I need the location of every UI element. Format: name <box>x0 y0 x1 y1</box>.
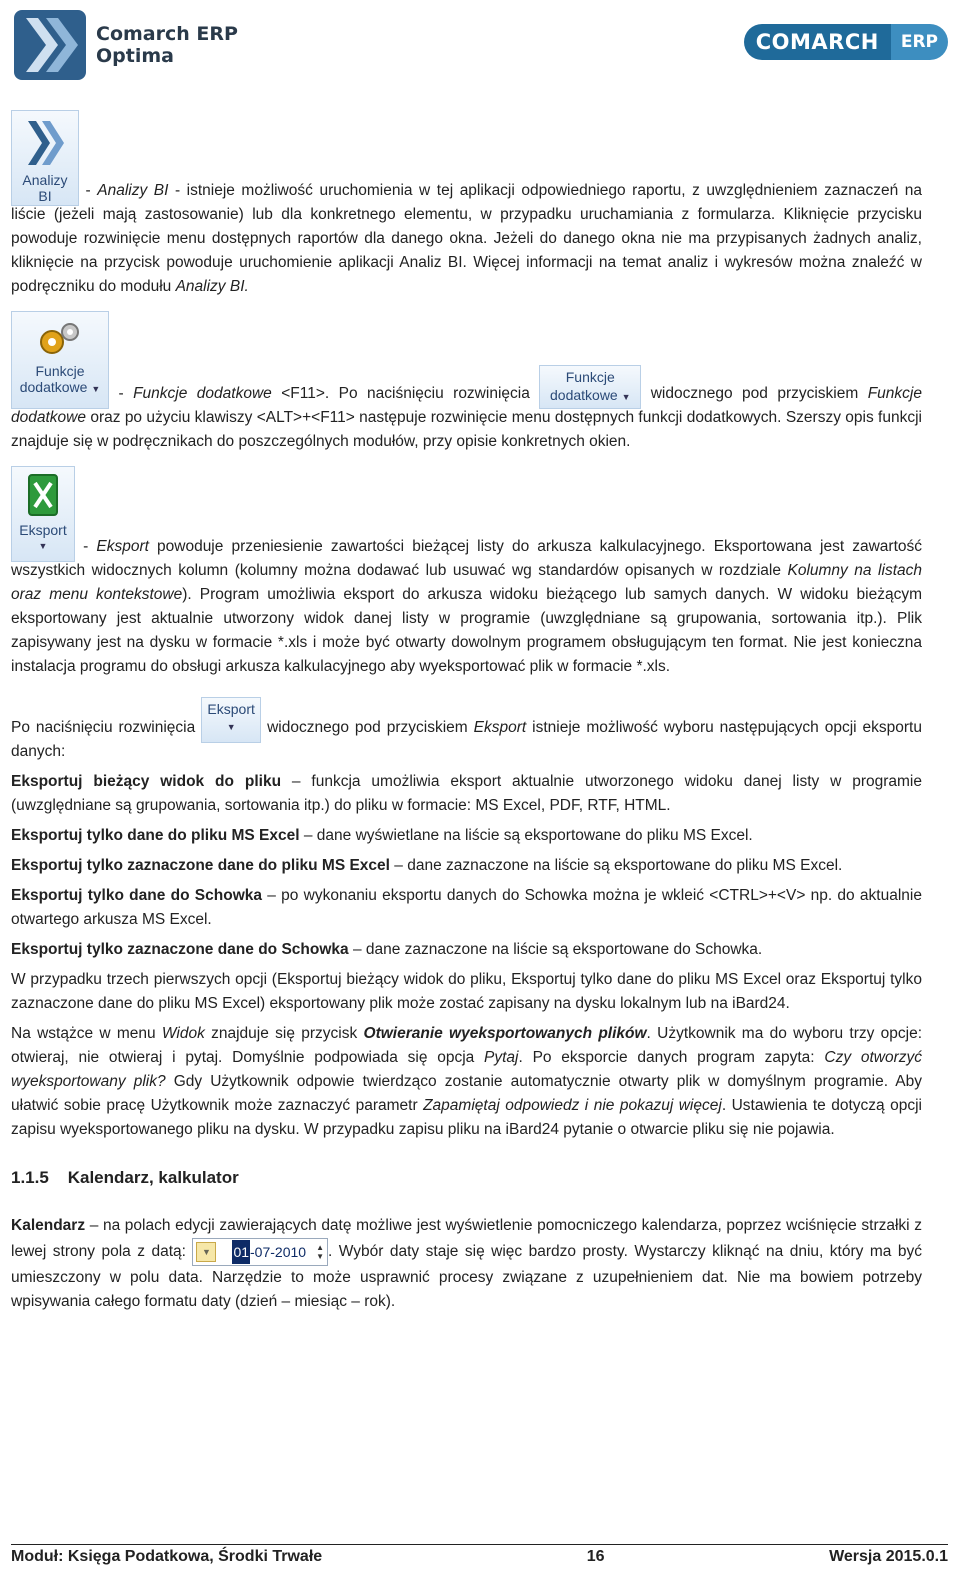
text: – na polach edycji zawierających datę możliwe jest wyświetlenie pomocniczego kalendarza, poprzez wciśnięcie strzałki z lewej strony pola z datą: <box>11 1217 922 1261</box>
text: znajduje się przycisk <box>204 1025 364 1042</box>
section-heading <box>11 1166 922 1190</box>
kalendarz-paragraph <box>11 1214 922 1314</box>
text-italic: Analizy BI. <box>175 278 249 295</box>
text-italic: Funkcje dodatkowe <box>11 385 922 426</box>
option-paragraph <box>11 938 922 962</box>
erp-logo: ERP <box>891 24 948 60</box>
text-italic: Czy otworzyć wyeksportowany plik? <box>11 1049 922 1090</box>
brand-logo <box>14 10 238 80</box>
option-title: Eksportuj tylko dane do Schowka <box>11 887 262 904</box>
footer-page-number: 16 <box>586 1548 605 1565</box>
date-spinner-icon[interactable]: ▲ ▼ <box>316 1243 324 1261</box>
eksport-label: Eksport <box>19 522 67 538</box>
text: istnieje możliwość wyboru następujących opcji eksportu danych: <box>11 719 922 760</box>
text: <F11>. Po naciśnięciu rozwinięcia <box>271 385 540 402</box>
date-rest: -07-2010 <box>250 1244 307 1260</box>
dropdown-arrow-icon: ▼ <box>226 722 236 732</box>
eksport-dropdown-button[interactable] <box>201 697 261 743</box>
analizy-bi-icon <box>20 117 70 169</box>
footer-divider <box>11 1544 948 1545</box>
footer-version: Wersja 2015.0.1 <box>829 1548 948 1565</box>
eksport-dropdown-label: Eksport <box>207 701 255 717</box>
text: widocznego pod przyciskiem <box>261 719 474 736</box>
funkcje-dropdown-line2 <box>540 386 640 406</box>
comarch-logo: COMARCH <box>744 24 891 60</box>
wstazka-paragraph <box>11 1022 922 1142</box>
text: - istnieje możliwość uruchomienia w tej aplikacji odpowiedniego raportu, z uwzględnieniem zaznaczeń na liście (jeżeli mają zastosowanie) lub dla konkretnego elementu, w przypadku uruchamiania z formularza. Kliknięcie przycisku powoduje rozwinięcie menu dostępnych raportów dla danego okna. Jeżeli do danego okna nie ma przypisanych żadnych analiz, kliknięcie na przycisk powoduje uruchomienie aplikacji Analiz BI. Więcej informacji na temat analiz i wykresów można znaleźć w podręczniku do modułu <box>11 182 922 295</box>
footer-module: Moduł: Księga Podatkowa, Środki Trwałe <box>11 1548 323 1565</box>
dropdown-arrow-icon: ▼ <box>621 392 631 402</box>
funkcje-label-line2 <box>12 379 108 397</box>
text: widocznego pod przyciskiem <box>641 385 868 402</box>
option-title: Eksportuj tylko zaznaczone dane do pliku MS Excel <box>11 857 390 874</box>
text: Po naciśnięciu rozwinięcia <box>11 719 202 736</box>
comarch-erp-logo-icon <box>14 10 86 80</box>
text-italic: Analizy BI <box>97 182 169 199</box>
text-bold: Kalendarz <box>11 1217 86 1234</box>
option-description: – po wykonaniu eksportu danych do Schowka można je wkleić <CTRL>+<V> np. do aktualnie otwartego arkusza MS Excel. <box>11 887 922 928</box>
option-paragraph <box>11 884 922 932</box>
dropdown-arrow-icon: ▼ <box>91 384 101 394</box>
section-number: 1.1.5 <box>11 1168 49 1187</box>
section-title: Kalendarz, kalkulator <box>67 1168 239 1187</box>
text-italic: Eksport <box>96 538 149 555</box>
text: Gdy Użytkownik odpowie twierdząco zostanie automatycznie otwarty plik w domyślnym programie. Aby ułatwić sobie pracę Użytkownik może zaznaczyć parametr <box>11 1073 922 1114</box>
brand-name-line2: Optima <box>96 45 174 67</box>
option-title: Eksportuj bieżący widok do pliku <box>11 773 282 790</box>
text: . Ustawienia te dotyczą opcji zapisu wyeksportowanego pliku na dysku. W przypadku zapisu pliku na iBard24 pytanie o otwarcie pliku się nie pojawia. <box>11 1097 922 1138</box>
text: ). Program umożliwia eksport do arkusza widoku bieżącego lub samych danych. W widoku bieżącym eksportowany jest aktualnie utworzony widok danej listy w programie (uwzględniane są grupowania, sortowania itp.). Plik zapisywany jest na dysku w formacie *.xls i może być otwarty dowolnym programem obsługującym ten format. Nie jest konieczna instalacja programu do obsługi arkusza kalkulacyjnego aby wyeksportować plik w formacie *.xls. <box>11 586 922 675</box>
text-italic: Zapamiętaj odpowiedz i nie pokazuj więcej <box>423 1097 722 1114</box>
excel-icon <box>23 473 63 519</box>
text-italic: Pytaj <box>484 1049 519 1066</box>
text: powoduje przeniesienie zawartości bieżącej listy do arkusza kalkulacyjnego. Eksportowana jest zawartość wszystkich widocznych kolumn (kolumny można dodawać lub usuwać wg standardów opisanych w rozdziale <box>11 538 923 579</box>
funkcje-label-text: dodatkowe <box>19 379 88 395</box>
trzech-opcji-paragraph: W przypadku trzech pierwszych opcji (Eksportuj bieżący widok do pliku, Eksportuj tylko dane do pliku MS Excel oraz Eksportuj tylko zaznaczone dane do pliku MS Excel) eksportowany plik może zostać zapisany na dysku lokalnym lub na iBard24. <box>11 971 922 1012</box>
text: . Po eksporcie danych program zapyta: <box>518 1049 825 1066</box>
option-paragraph <box>11 824 922 848</box>
text: - <box>109 385 134 402</box>
option-description: – funkcja umożliwia eksport aktualnie utworzonego widoku danej listy w programie (uwzględniane są grupowania, sortowania itp.) do pliku w formacie: MS Excel, PDF, RTF, HTML. <box>11 773 922 814</box>
text-italic: Widok <box>161 1025 205 1042</box>
brand-name-line1: Comarch ERP <box>96 23 238 45</box>
text-italic: Eksport <box>473 719 527 736</box>
funkcje-label-line1: Funkcje <box>35 363 85 379</box>
calendar-dropdown-icon[interactable]: ▼ <box>196 1242 216 1262</box>
text: oraz po użyciu klawiszy <ALT>+<F11> następuje rozwinięcie menu dostępnych funkcji dodatkowych. Szerszy opis funkcji znajduje się w podręcznikach do poszczególnych modułów, przy opisie konkretnych okien. <box>11 409 922 450</box>
funkcje-paragraph <box>11 311 922 454</box>
comarch-erp-badge <box>744 24 948 60</box>
option-description: – dane wyświetlane na liście są eksportowane do pliku MS Excel. <box>299 827 753 844</box>
dropdown-arrow-icon: ▼ <box>38 541 48 551</box>
text-italic: Kolumny na listach oraz menu kontekstowe <box>11 562 922 603</box>
analizy-bi-label: Analizy BI <box>22 172 68 204</box>
funkcje-dodatkowe-button[interactable] <box>11 311 109 409</box>
option-title: Eksportuj tylko zaznaczone dane do Schowka <box>11 941 349 958</box>
funkcje-dropdown-button[interactable] <box>539 365 641 409</box>
option-paragraph <box>11 854 922 878</box>
eksport-paragraph <box>11 466 922 679</box>
option-description: – dane zaznaczone na liście są eksportowane do pliku MS Excel. <box>389 857 843 874</box>
eksport-button[interactable] <box>11 466 75 562</box>
analizy-bi-button[interactable] <box>11 110 79 206</box>
date-field[interactable] <box>192 1238 328 1266</box>
document-body <box>11 110 922 1314</box>
funkcje-dropdown-line1: Funkcje <box>565 369 615 385</box>
text: . Użytkownik ma do wyboru trzy opcje: otwieraj, nie otwieraj i pytaj. Domyślnie podpowiada się opcja <box>11 1025 922 1066</box>
text: . Wybór daty staje się więc bardzo prosty. Wystarczy kliknąć na dniu, który ma być umieszczony w polu data. Narzędzie to może usprawnić procesy związane z uzupełnieniem dat. Nie ma bowiem potrzeby wpisywania całego formatu daty (dzień – miesiąc – rok). <box>11 1243 922 1310</box>
analizy-paragraph <box>11 110 922 299</box>
page-footer <box>11 1548 948 1566</box>
option-description: – dane zaznaczone na liście są eksportowane do Schowka. <box>348 941 763 958</box>
date-day-selected: 01 <box>232 1240 250 1264</box>
po-nacisnieciu-paragraph <box>11 697 922 764</box>
text-bold-italic: Otwieranie wyeksportowanych plików <box>363 1025 647 1042</box>
text: Na wstążce w menu <box>11 1025 162 1042</box>
funkcje-dropdown-text: dodatkowe <box>550 387 618 403</box>
text: - <box>79 182 98 199</box>
text: - <box>75 538 97 555</box>
gears-icon <box>32 318 88 360</box>
option-title: Eksportuj tylko dane do pliku MS Excel <box>11 827 300 844</box>
option-paragraph <box>11 770 922 818</box>
text-italic: Funkcje dodatkowe <box>133 385 272 402</box>
